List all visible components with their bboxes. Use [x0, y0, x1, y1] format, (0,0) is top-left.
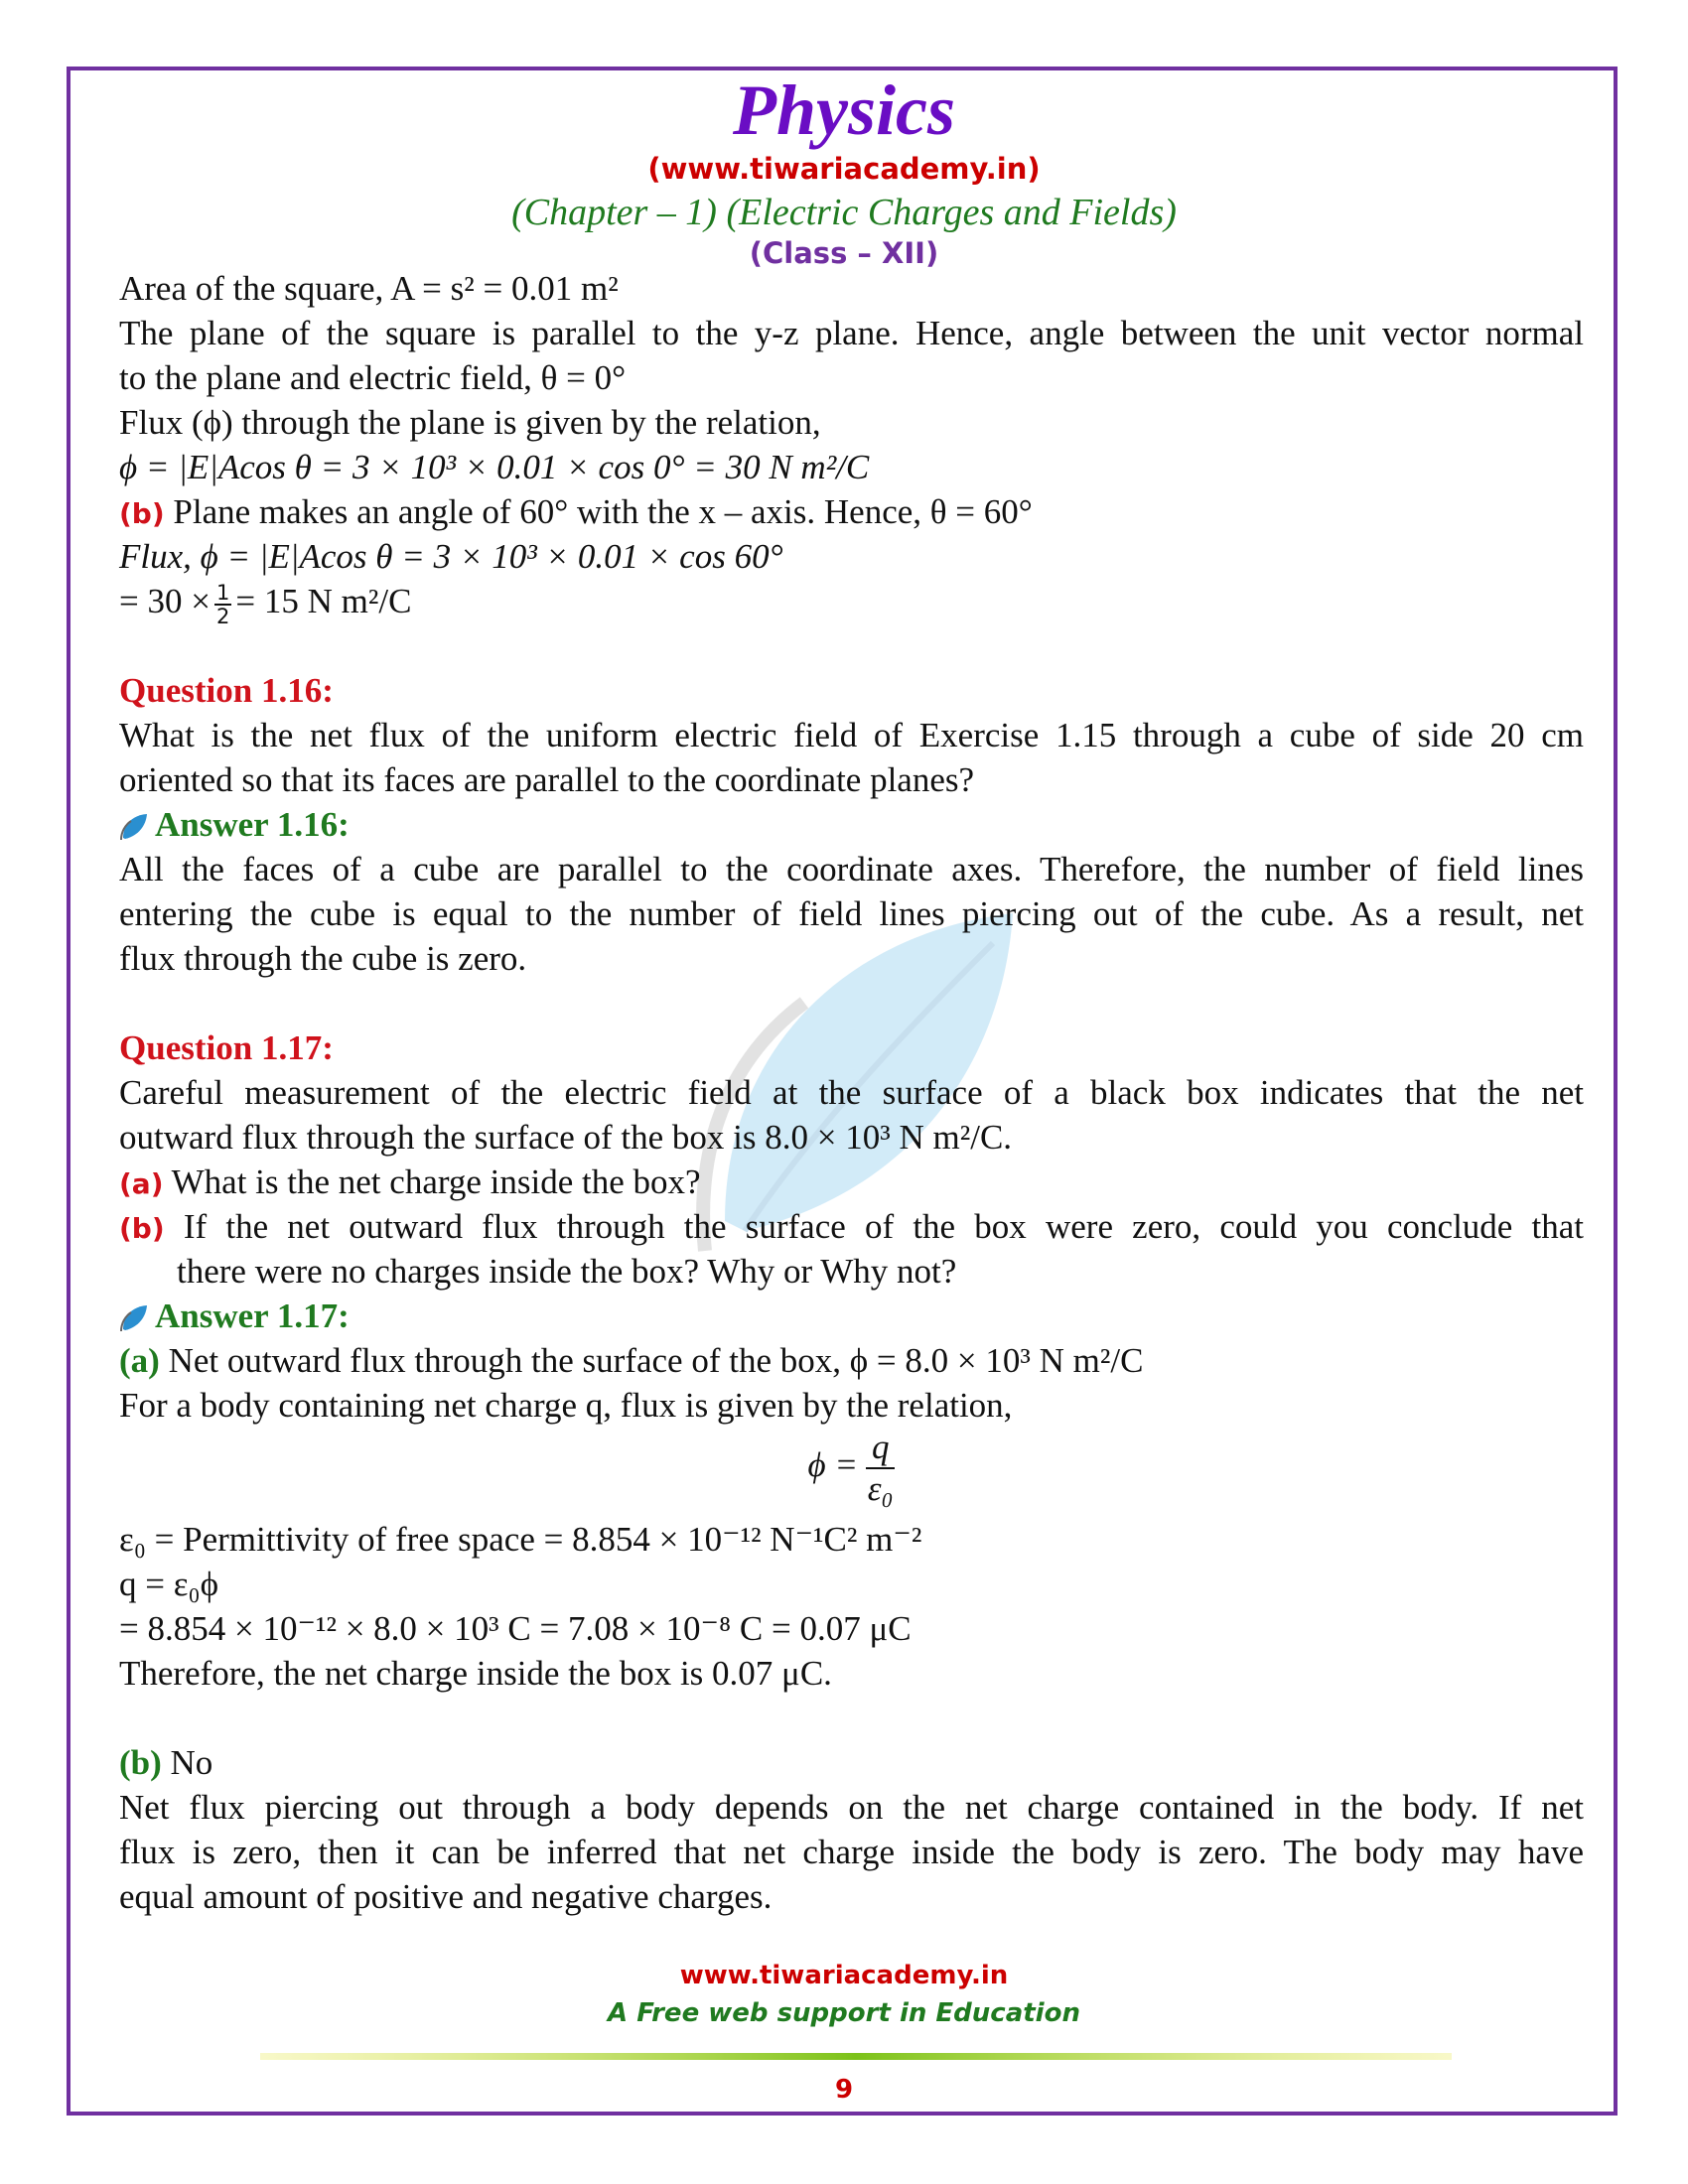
answer-17-heading: Answer 1.17: [155, 1297, 350, 1335]
answer-16-text-1: All the faces of a cube are parallel to the coordinate axes. Therefore, the number of field lines [119, 850, 1584, 888]
answer-part-b-text: No [170, 1743, 213, 1782]
header-url[interactable]: (www.tiwariacademy.in) [647, 152, 1041, 186]
area-line: Area of the square, A = s² = 0.01 m² [119, 269, 619, 308]
question-16-text-1: What is the net flux of the uniform electric field of Exercise 1.15 through a cube of side 20 cm [119, 716, 1584, 754]
answer-17-expl-1: Net flux piercing out through a body depends on the net charge contained in the body. If net [119, 1788, 1584, 1827]
answer-17-expl-3: equal amount of positive and negative charges. [119, 1877, 773, 1916]
plane-line-2: to the plane and electric field, θ = 0° [119, 358, 627, 397]
part-b-text-1: If the net outward flux through the surface of the box were zero, could you conclude that [183, 1207, 1585, 1246]
flux-equation-2: Flux, ϕ = |E|Acos θ = 3 × 10³ × 0.01 × cos 60° [119, 537, 783, 576]
permittivity-line: ε₀ = Permittivity of free space = 8.854 × 10⁻¹² N⁻¹C² m⁻² [119, 1520, 922, 1559]
spacer [119, 623, 1584, 668]
part-b-line [119, 489, 1584, 534]
equation-numerator: q [866, 1428, 896, 1469]
answer-part-b-label: (b) [119, 1743, 162, 1782]
part-b-label: (b) [119, 497, 165, 530]
question-17-text-1: Careful measurement of the electric field at the surface of a black box indicates that the net [119, 1073, 1584, 1112]
question-17-part-a [119, 1160, 1584, 1204]
spacer [119, 1696, 1584, 1740]
fraction-denominator: 2 [215, 604, 230, 628]
question-17-text-2: outward flux through the surface of the box is 8.0 × 10³ N m²/C. [119, 1118, 1013, 1157]
answer-17-part-b [119, 1740, 1584, 1785]
question-16-text-2: oriented so that its faces are parallel to the coordinate planes? [119, 760, 975, 799]
answer-16-text-2: entering the cube is equal to the number of field lines piercing out of the cube. As a result, net [119, 894, 1584, 933]
class-label: (Class – XII) [749, 236, 939, 270]
flux-equation: ϕ = |E|Acos θ = 3 × 10³ × 0.01 × cos 0° = 30 N m²/C [119, 448, 870, 486]
flux-result [119, 579, 1584, 628]
question-17-part-b-2: there were no charges inside the box? Why or Why not? [177, 1252, 957, 1291]
part-b-text: Plane makes an angle of 60° with the x – axis. Hence, θ = 60° [173, 492, 1033, 531]
question-16-heading: Question 1.16: [119, 671, 334, 710]
footer-url[interactable]: www.tiwariacademy.in [679, 1961, 1009, 1990]
answer-17-relation: For a body containing net charge q, flux is given by the relation, [119, 1386, 1013, 1425]
half-fraction [214, 582, 231, 627]
chapter-title: (Chapter – 1) (Electric Charges and Fields) [511, 192, 1177, 233]
question-17-part-b [119, 1204, 1584, 1249]
charge-conclusion: Therefore, the net charge inside the box is 0.07 μC. [119, 1654, 832, 1693]
tiwari-leaf-icon [119, 812, 149, 844]
charge-calculation: = 8.854 × 10⁻¹² × 8.0 × 10³ C = 7.08 × 10⁻⁸ C = 0.07 μC [119, 1609, 912, 1648]
answer-17-expl-2: flux is zero, then it can be inferred that net charge inside the body is zero. The body may have [119, 1833, 1584, 1871]
answer-17-heading-line [119, 1294, 1584, 1338]
flux-intro: Flux (ϕ) through the plane is given by the relation, [119, 403, 821, 442]
result-suffix: = 15 N m²/C [235, 582, 412, 620]
spacer [119, 981, 1584, 1025]
answer-16-heading: Answer 1.16: [155, 805, 350, 844]
tiwari-leaf-icon [119, 1303, 149, 1335]
footer-divider [260, 2053, 1452, 2060]
main-content [119, 266, 1584, 1919]
charge-formula: q = ε₀ϕ [119, 1565, 219, 1603]
part-a-text: What is the net charge inside the box? [171, 1162, 701, 1201]
equation-fraction [866, 1428, 896, 1509]
result-prefix: = 30 × [119, 582, 211, 620]
answer-part-a-text: Net outward flux through the surface of the box, ϕ = 8.0 × 10³ N m²/C [168, 1341, 1144, 1380]
question-17-heading: Question 1.17: [119, 1028, 334, 1067]
answer-16-text-3: flux through the cube is zero. [119, 939, 527, 978]
fraction-numerator: 1 [215, 580, 230, 605]
answer-17-part-a [119, 1338, 1584, 1383]
answer-16-heading-line [119, 802, 1584, 847]
page-number: 9 [834, 2075, 854, 2105]
equation-denominator: ε₀ [867, 1469, 894, 1508]
page-title: Physics [733, 70, 955, 150]
part-b-label: (b) [119, 1212, 165, 1245]
footer-tagline: A Free web support in Education [608, 1998, 1080, 2028]
equation-lhs: ϕ = [807, 1445, 858, 1485]
gauss-equation [119, 1428, 1584, 1517]
part-a-label: (a) [119, 1167, 164, 1200]
plane-line-1: The plane of the square is parallel to the y-z plane. Hence, angle between the unit vector normal [119, 314, 1584, 352]
answer-part-a-label: (a) [119, 1341, 160, 1380]
